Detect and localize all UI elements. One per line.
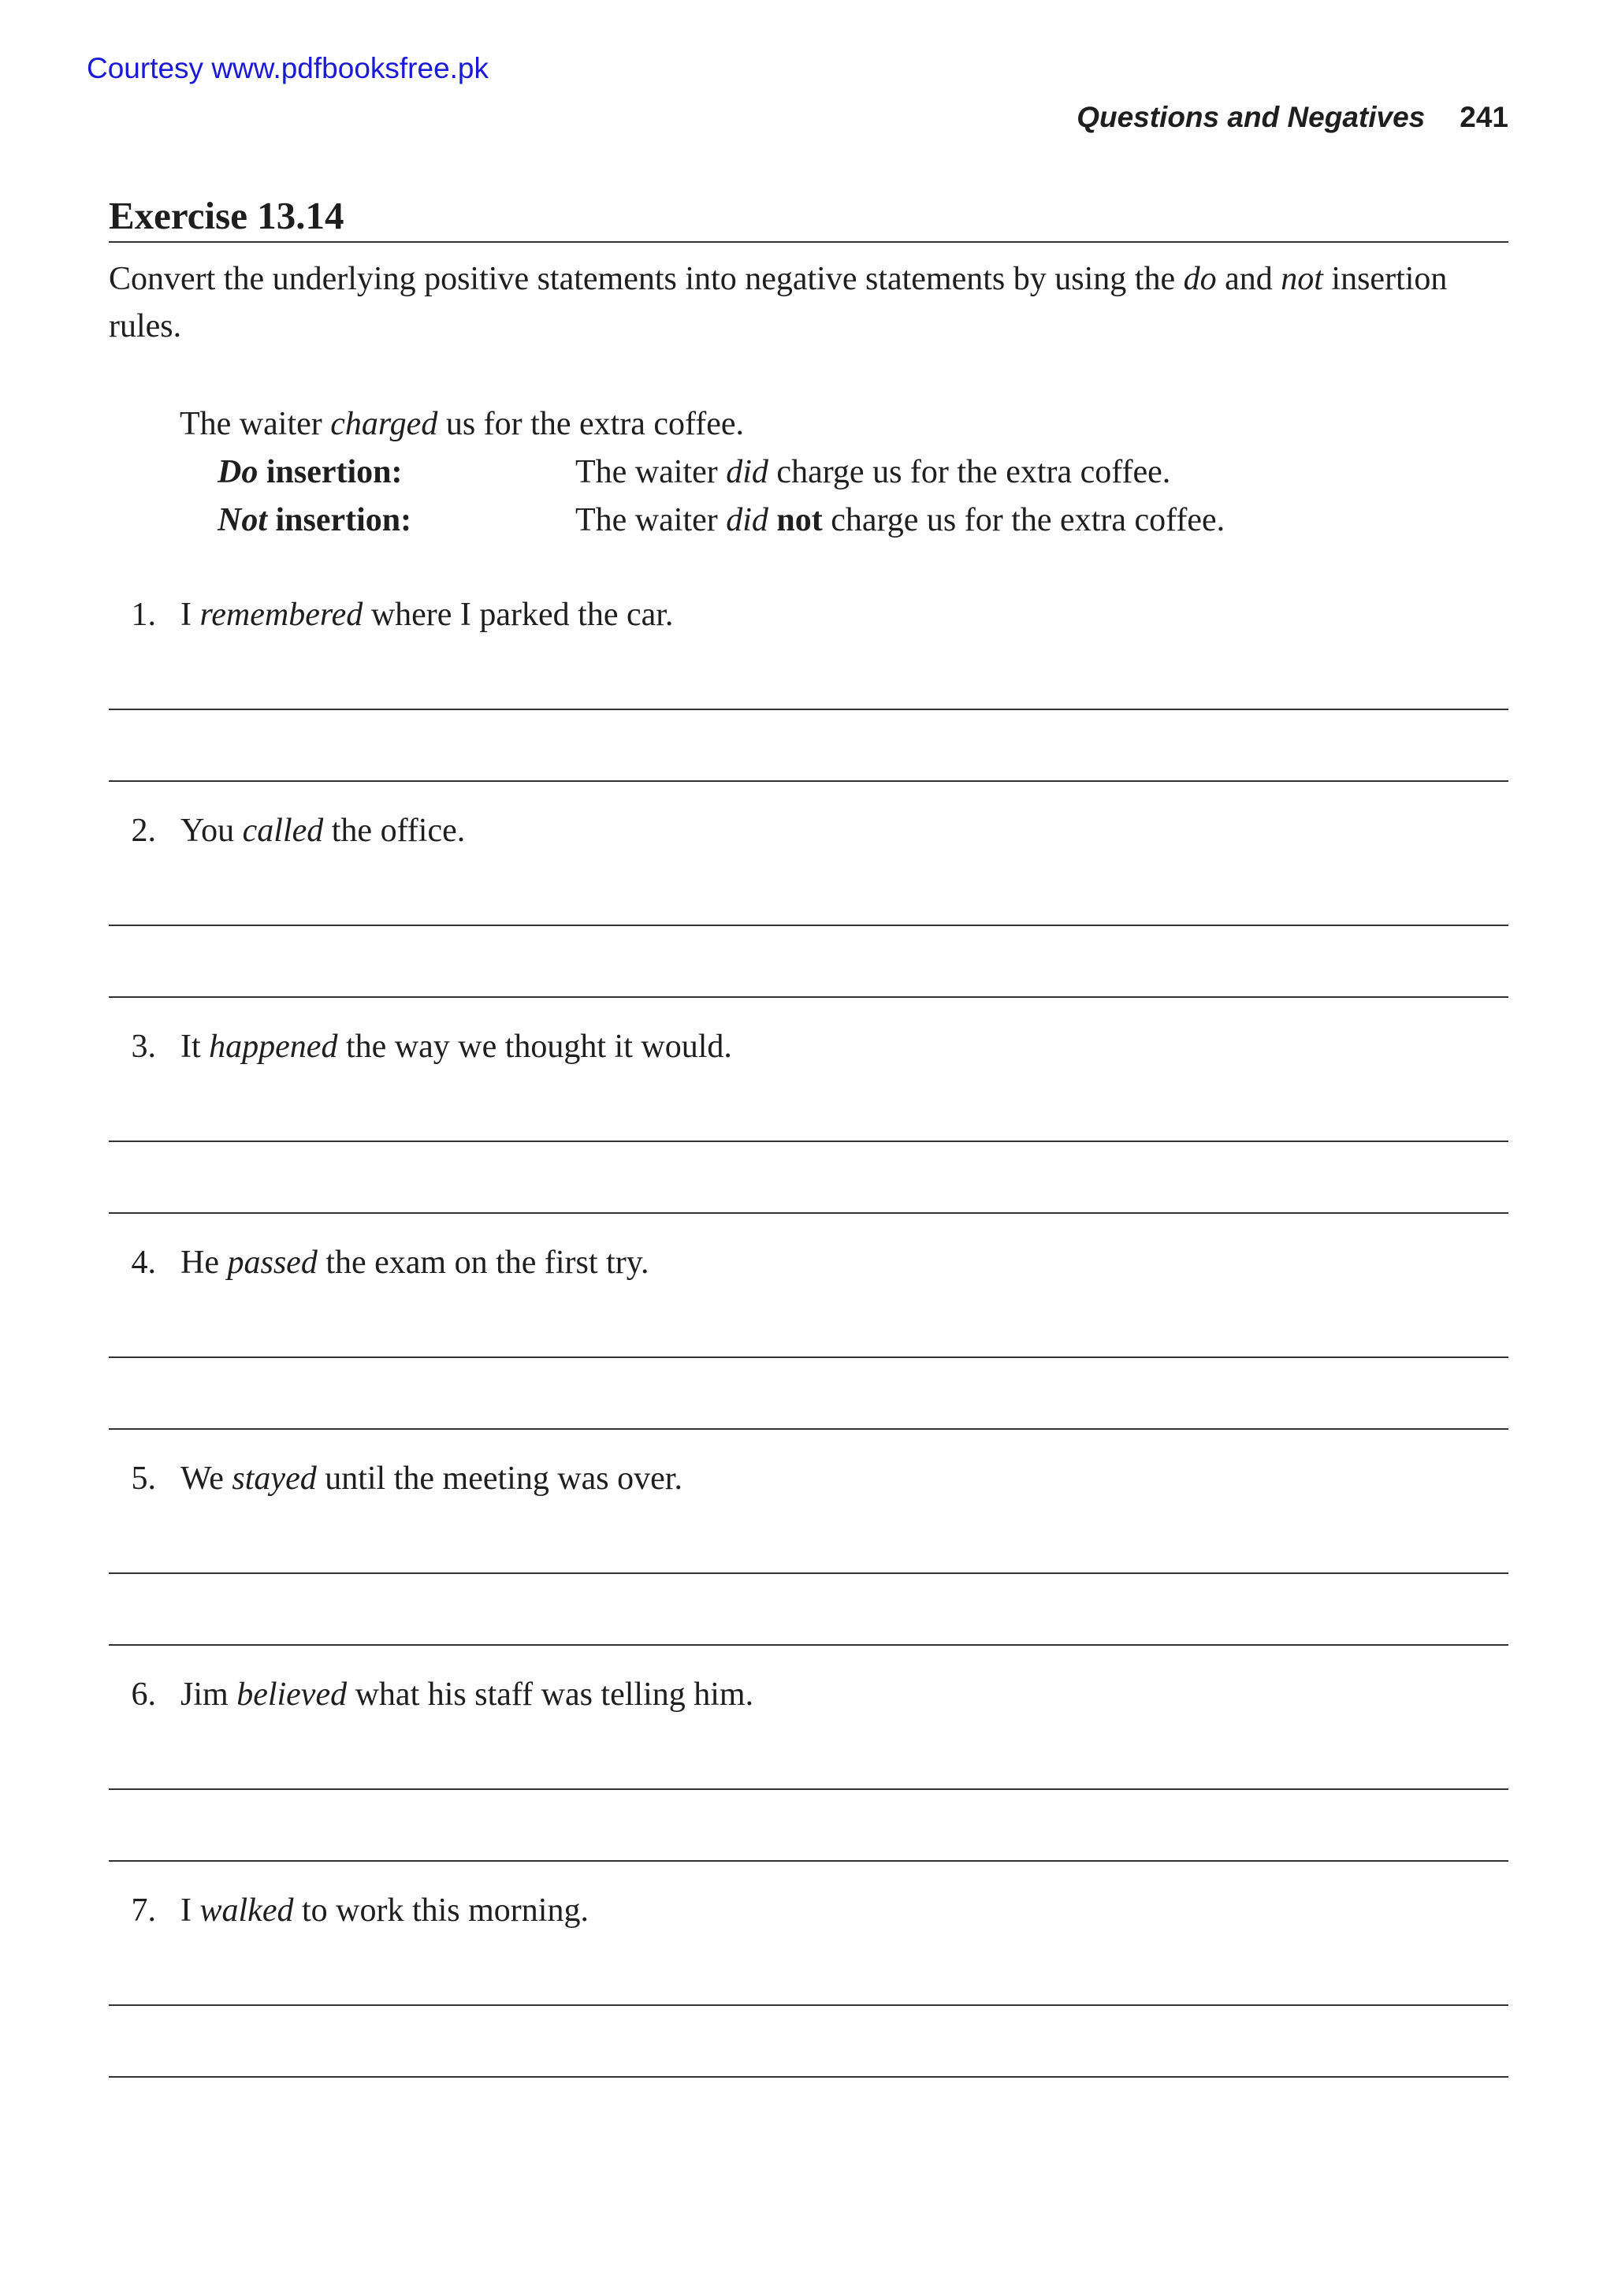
- item-sentence: I remembered where I parked the car.: [180, 597, 674, 633]
- not-insertion-label: Not insertion:: [218, 502, 412, 538]
- answer-line[interactable]: [109, 780, 1508, 782]
- answer-line[interactable]: [109, 1572, 1508, 1574]
- answer-line[interactable]: [109, 1428, 1508, 1430]
- example-not-insertion: [180, 497, 1225, 545]
- answer-line[interactable]: [109, 709, 1508, 710]
- do-insertion-value: The waiter did charge us for the extra coffee.: [575, 454, 1171, 490]
- answer-line[interactable]: [109, 1644, 1508, 1646]
- exercise-item: [0, 587, 1614, 803]
- item-number: 6.: [131, 1676, 156, 1713]
- exercise-item: [0, 1451, 1614, 1667]
- answer-line[interactable]: [109, 1860, 1508, 1862]
- item-number: 2.: [131, 813, 156, 849]
- answer-line[interactable]: [109, 1212, 1508, 1214]
- example-block: [180, 400, 1225, 545]
- answer-line[interactable]: [109, 1788, 1508, 1790]
- exercise-item: [0, 1235, 1614, 1451]
- exercise-item: [0, 1019, 1614, 1235]
- do-insertion-label: Do insertion:: [218, 454, 403, 490]
- item-number: 7.: [131, 1892, 156, 1929]
- item-sentence: We stayed until the meeting was over.: [180, 1461, 682, 1497]
- answer-line[interactable]: [109, 2076, 1508, 2078]
- exercise-item: [0, 1883, 1614, 2099]
- item-sentence: It happened the way we thought it would.: [180, 1029, 732, 1065]
- item-sentence: He passed the exam on the first try.: [180, 1245, 649, 1281]
- not-insertion-value: The waiter did not charge us for the extra coffee.: [575, 502, 1225, 538]
- section-title: Questions and Negatives: [1077, 101, 1426, 133]
- item-number: 1.: [131, 597, 156, 633]
- answer-line[interactable]: [109, 1141, 1508, 1142]
- answer-line[interactable]: [109, 996, 1508, 998]
- page-number: 241: [1460, 101, 1508, 133]
- courtesy-link[interactable]: Courtesy www.pdfbooksfree.pk: [87, 52, 489, 84]
- answer-line[interactable]: [109, 1356, 1508, 1358]
- exercise-item: [0, 803, 1614, 1019]
- instructions: Convert the underlying positive statements into negative statements by using the do and not insertion rules.: [109, 261, 1448, 344]
- exercise-item: [0, 1667, 1614, 1883]
- exercise-title: Exercise 13.14: [109, 194, 1508, 243]
- item-sentence: Jim believed what his staff was telling him.: [180, 1676, 754, 1713]
- item-number: 4.: [131, 1245, 156, 1281]
- item-sentence: You called the office.: [180, 813, 466, 849]
- item-sentence: I walked to work this morning.: [180, 1892, 589, 1929]
- item-number: 3.: [131, 1029, 156, 1065]
- example-do-insertion: [180, 448, 1171, 497]
- answer-line[interactable]: [109, 925, 1508, 926]
- running-head: [1077, 101, 1508, 134]
- item-number: 5.: [131, 1461, 156, 1497]
- example-sentence: The waiter charged us for the extra coffee.: [180, 406, 745, 442]
- exercise-items: [0, 587, 1614, 2099]
- answer-line[interactable]: [109, 2004, 1508, 2006]
